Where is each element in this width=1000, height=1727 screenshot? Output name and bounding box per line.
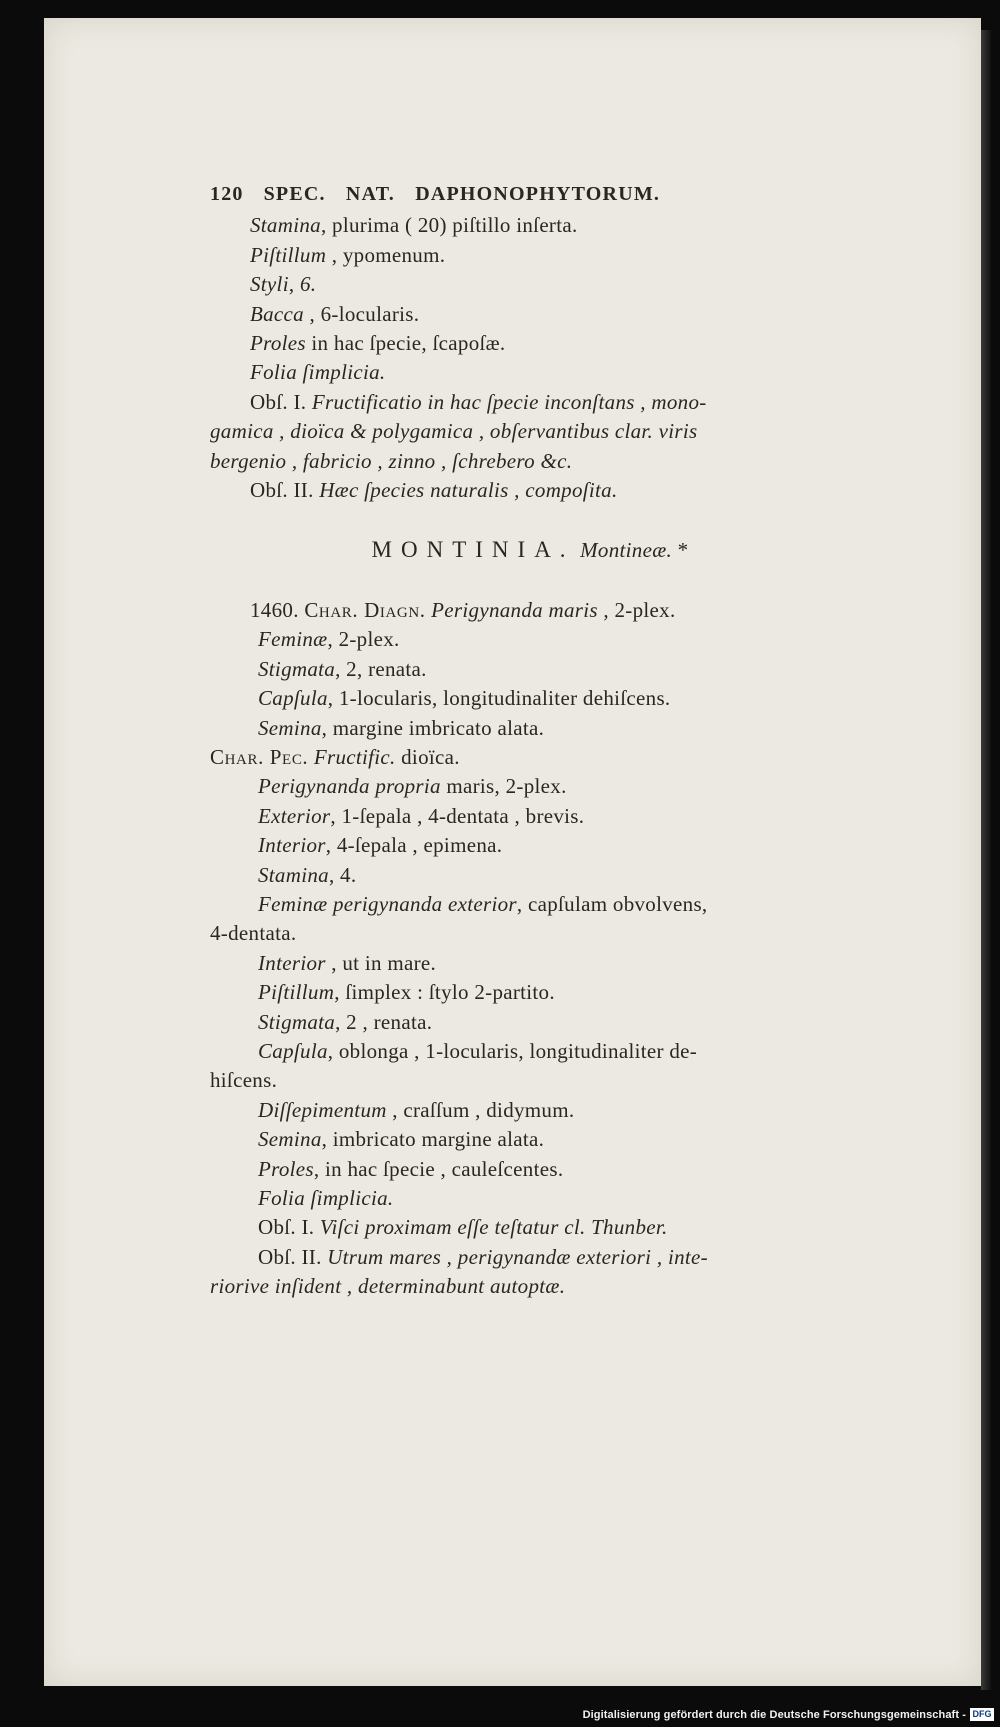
italic-text: Folia ſimplicia. bbox=[258, 1186, 394, 1210]
italic-text: Perigynanda maris bbox=[431, 597, 598, 622]
italic-text: riorive inſident , determinabunt autoptæ. bbox=[210, 1274, 566, 1299]
text-run: , 4. bbox=[328, 862, 357, 887]
text-line bbox=[210, 596, 950, 625]
text-line bbox=[210, 684, 950, 713]
text-run: , 1-locularis, longitudinaliter dehiſcens. bbox=[327, 686, 671, 711]
text-run: , 1-ſepala , 4-dentata , brevis. bbox=[330, 803, 585, 828]
text-line bbox=[210, 388, 950, 417]
italic-text: Bacca bbox=[250, 301, 304, 326]
funding-credit: Digitalisierung gefördert durch die Deutsche Forschungsgemeinschaft - bbox=[582, 1709, 966, 1721]
italic-text: Montineæ. bbox=[580, 538, 673, 563]
italic-text: Semina bbox=[258, 715, 322, 740]
text-run: , ut in mare. bbox=[325, 950, 437, 975]
running-header bbox=[210, 180, 950, 209]
small-caps-text: Char. Pec. bbox=[210, 744, 309, 769]
text-line bbox=[210, 1213, 950, 1242]
italic-text: Exterior bbox=[258, 803, 331, 828]
text-run: , ypomenum. bbox=[326, 242, 446, 267]
text-run: , 2-plex. bbox=[597, 597, 676, 622]
italic-text: Stamina bbox=[258, 862, 329, 887]
italic-text: Stigmata bbox=[258, 656, 336, 681]
italic-text: Interior bbox=[258, 833, 326, 858]
text-run: , ſimplex : ſtylo 2-partito. bbox=[334, 980, 555, 1005]
italic-text: gamica , dioïca & polygamica , obſervantibus clar. viris bbox=[210, 419, 698, 444]
italic-text: Hæc ſpecies naturalis , compoſita. bbox=[319, 478, 618, 503]
text-line bbox=[210, 890, 950, 919]
italic-text: Proles bbox=[250, 331, 306, 356]
text-run: , imbricato margine alata. bbox=[321, 1127, 545, 1152]
text-run: hiſcens. bbox=[210, 1068, 278, 1093]
text-line bbox=[210, 949, 950, 978]
text-line bbox=[210, 417, 950, 446]
italic-text: Feminæ bbox=[258, 627, 328, 652]
italic-text: bergenio , fabricio , zinno , ſchrebero &c. bbox=[210, 448, 573, 473]
text-run: Obſ. II. bbox=[250, 478, 320, 503]
text-line bbox=[210, 211, 950, 240]
line-gap bbox=[210, 505, 950, 535]
italic-text: Folia ſimplicia. bbox=[250, 360, 386, 385]
text-lines bbox=[210, 211, 950, 1301]
italic-text: Semina bbox=[258, 1127, 322, 1152]
italic-text: Stigmata bbox=[258, 1009, 336, 1034]
text-run: Obſ. I. bbox=[258, 1215, 320, 1240]
running-title: SPEC. NAT. DAPHONOPHYTORUM. bbox=[263, 183, 661, 205]
text-run: Obſ. II. bbox=[258, 1244, 328, 1269]
text-run: , plurima ( 20) piſtillo inſerta. bbox=[320, 213, 578, 238]
text-run: 4-dentata. bbox=[210, 921, 297, 946]
italic-text: Capſula bbox=[258, 1038, 328, 1063]
italic-text: Viſci proximam eſſe teſtatur cl. Thunber. bbox=[319, 1215, 668, 1240]
italic-text: Proles bbox=[258, 1156, 314, 1181]
text-run: * bbox=[672, 538, 689, 563]
text-line bbox=[210, 241, 950, 270]
text-run: , 4-ſepala , epimena. bbox=[325, 833, 503, 858]
text-line bbox=[210, 978, 950, 1007]
italic-text: Fructific. bbox=[313, 744, 396, 769]
italic-text: 6. bbox=[299, 272, 317, 297]
text-line bbox=[210, 358, 950, 387]
text-run: , 6-locularis. bbox=[303, 301, 420, 326]
text-run: , in hac ſpecie , cauleſcentes. bbox=[313, 1156, 564, 1181]
page-number: 120 bbox=[210, 183, 244, 205]
text-line bbox=[210, 743, 950, 772]
italic-text: Styli bbox=[250, 272, 289, 297]
genus-heading: MONTINIA. bbox=[371, 537, 575, 563]
text-line bbox=[210, 300, 950, 329]
dfg-logo: DFG bbox=[970, 1708, 994, 1721]
text-line bbox=[210, 655, 950, 684]
text-run: , 2, renata. bbox=[335, 656, 427, 681]
italic-text: Perigynanda propria bbox=[258, 774, 441, 799]
text-run: , capſulam obvolvens, bbox=[516, 891, 708, 916]
text-line bbox=[210, 1037, 950, 1066]
page-edge bbox=[981, 30, 991, 1690]
text-line bbox=[210, 535, 850, 565]
text-run: , 2-plex. bbox=[327, 627, 400, 652]
italic-text: Utrum mares , perigynandæ exteriori , inte- bbox=[327, 1244, 708, 1269]
italic-text: Interior bbox=[258, 950, 326, 975]
text-line bbox=[210, 1125, 950, 1154]
text-run: in hac ſpecie, ſcapoſæ. bbox=[305, 331, 506, 356]
italic-text: Stamina bbox=[250, 213, 321, 238]
text-line bbox=[210, 1155, 950, 1184]
text-line bbox=[210, 1008, 950, 1037]
text-run: , craſſum , didymum. bbox=[386, 1097, 575, 1122]
text-line bbox=[210, 329, 950, 358]
text-line bbox=[210, 270, 950, 299]
text-line bbox=[210, 447, 950, 476]
text-line bbox=[210, 802, 950, 831]
italic-text: Diſſepimentum bbox=[258, 1097, 387, 1122]
text-line bbox=[210, 861, 950, 890]
text-run: , 2 , renata. bbox=[335, 1009, 433, 1034]
text-line bbox=[210, 772, 950, 801]
italic-text: Piſtillum bbox=[258, 980, 335, 1005]
text-line bbox=[210, 1243, 950, 1272]
text-run: Obſ. I. bbox=[250, 389, 312, 414]
text-run: 1460. bbox=[250, 597, 305, 622]
text-line bbox=[210, 1096, 950, 1125]
italic-text: Piſtillum bbox=[250, 242, 327, 267]
text-line bbox=[210, 919, 950, 948]
line-gap bbox=[210, 566, 950, 596]
text-line bbox=[210, 1184, 950, 1213]
text-line bbox=[210, 476, 950, 505]
text-line bbox=[210, 714, 950, 743]
text-run: dioïca. bbox=[395, 744, 460, 769]
small-caps-text: Char. Diagn. bbox=[304, 597, 426, 622]
text-run: , margine imbricato alata. bbox=[321, 715, 545, 740]
italic-text: Feminæ perigynanda exterior bbox=[258, 891, 517, 916]
text-line bbox=[210, 1066, 950, 1095]
text-line bbox=[210, 831, 950, 860]
text-line bbox=[210, 1272, 950, 1301]
text-run: maris, 2-plex. bbox=[440, 774, 567, 799]
italic-text: Fructificatio in hac ſpecie inconſtans , mono- bbox=[311, 389, 707, 414]
text-run: , bbox=[288, 272, 300, 297]
text-run: , oblonga , 1-locularis, longitudinaliter de- bbox=[327, 1038, 698, 1063]
italic-text: Capſula bbox=[258, 686, 328, 711]
page-text bbox=[210, 180, 950, 1302]
text-line bbox=[210, 625, 950, 654]
